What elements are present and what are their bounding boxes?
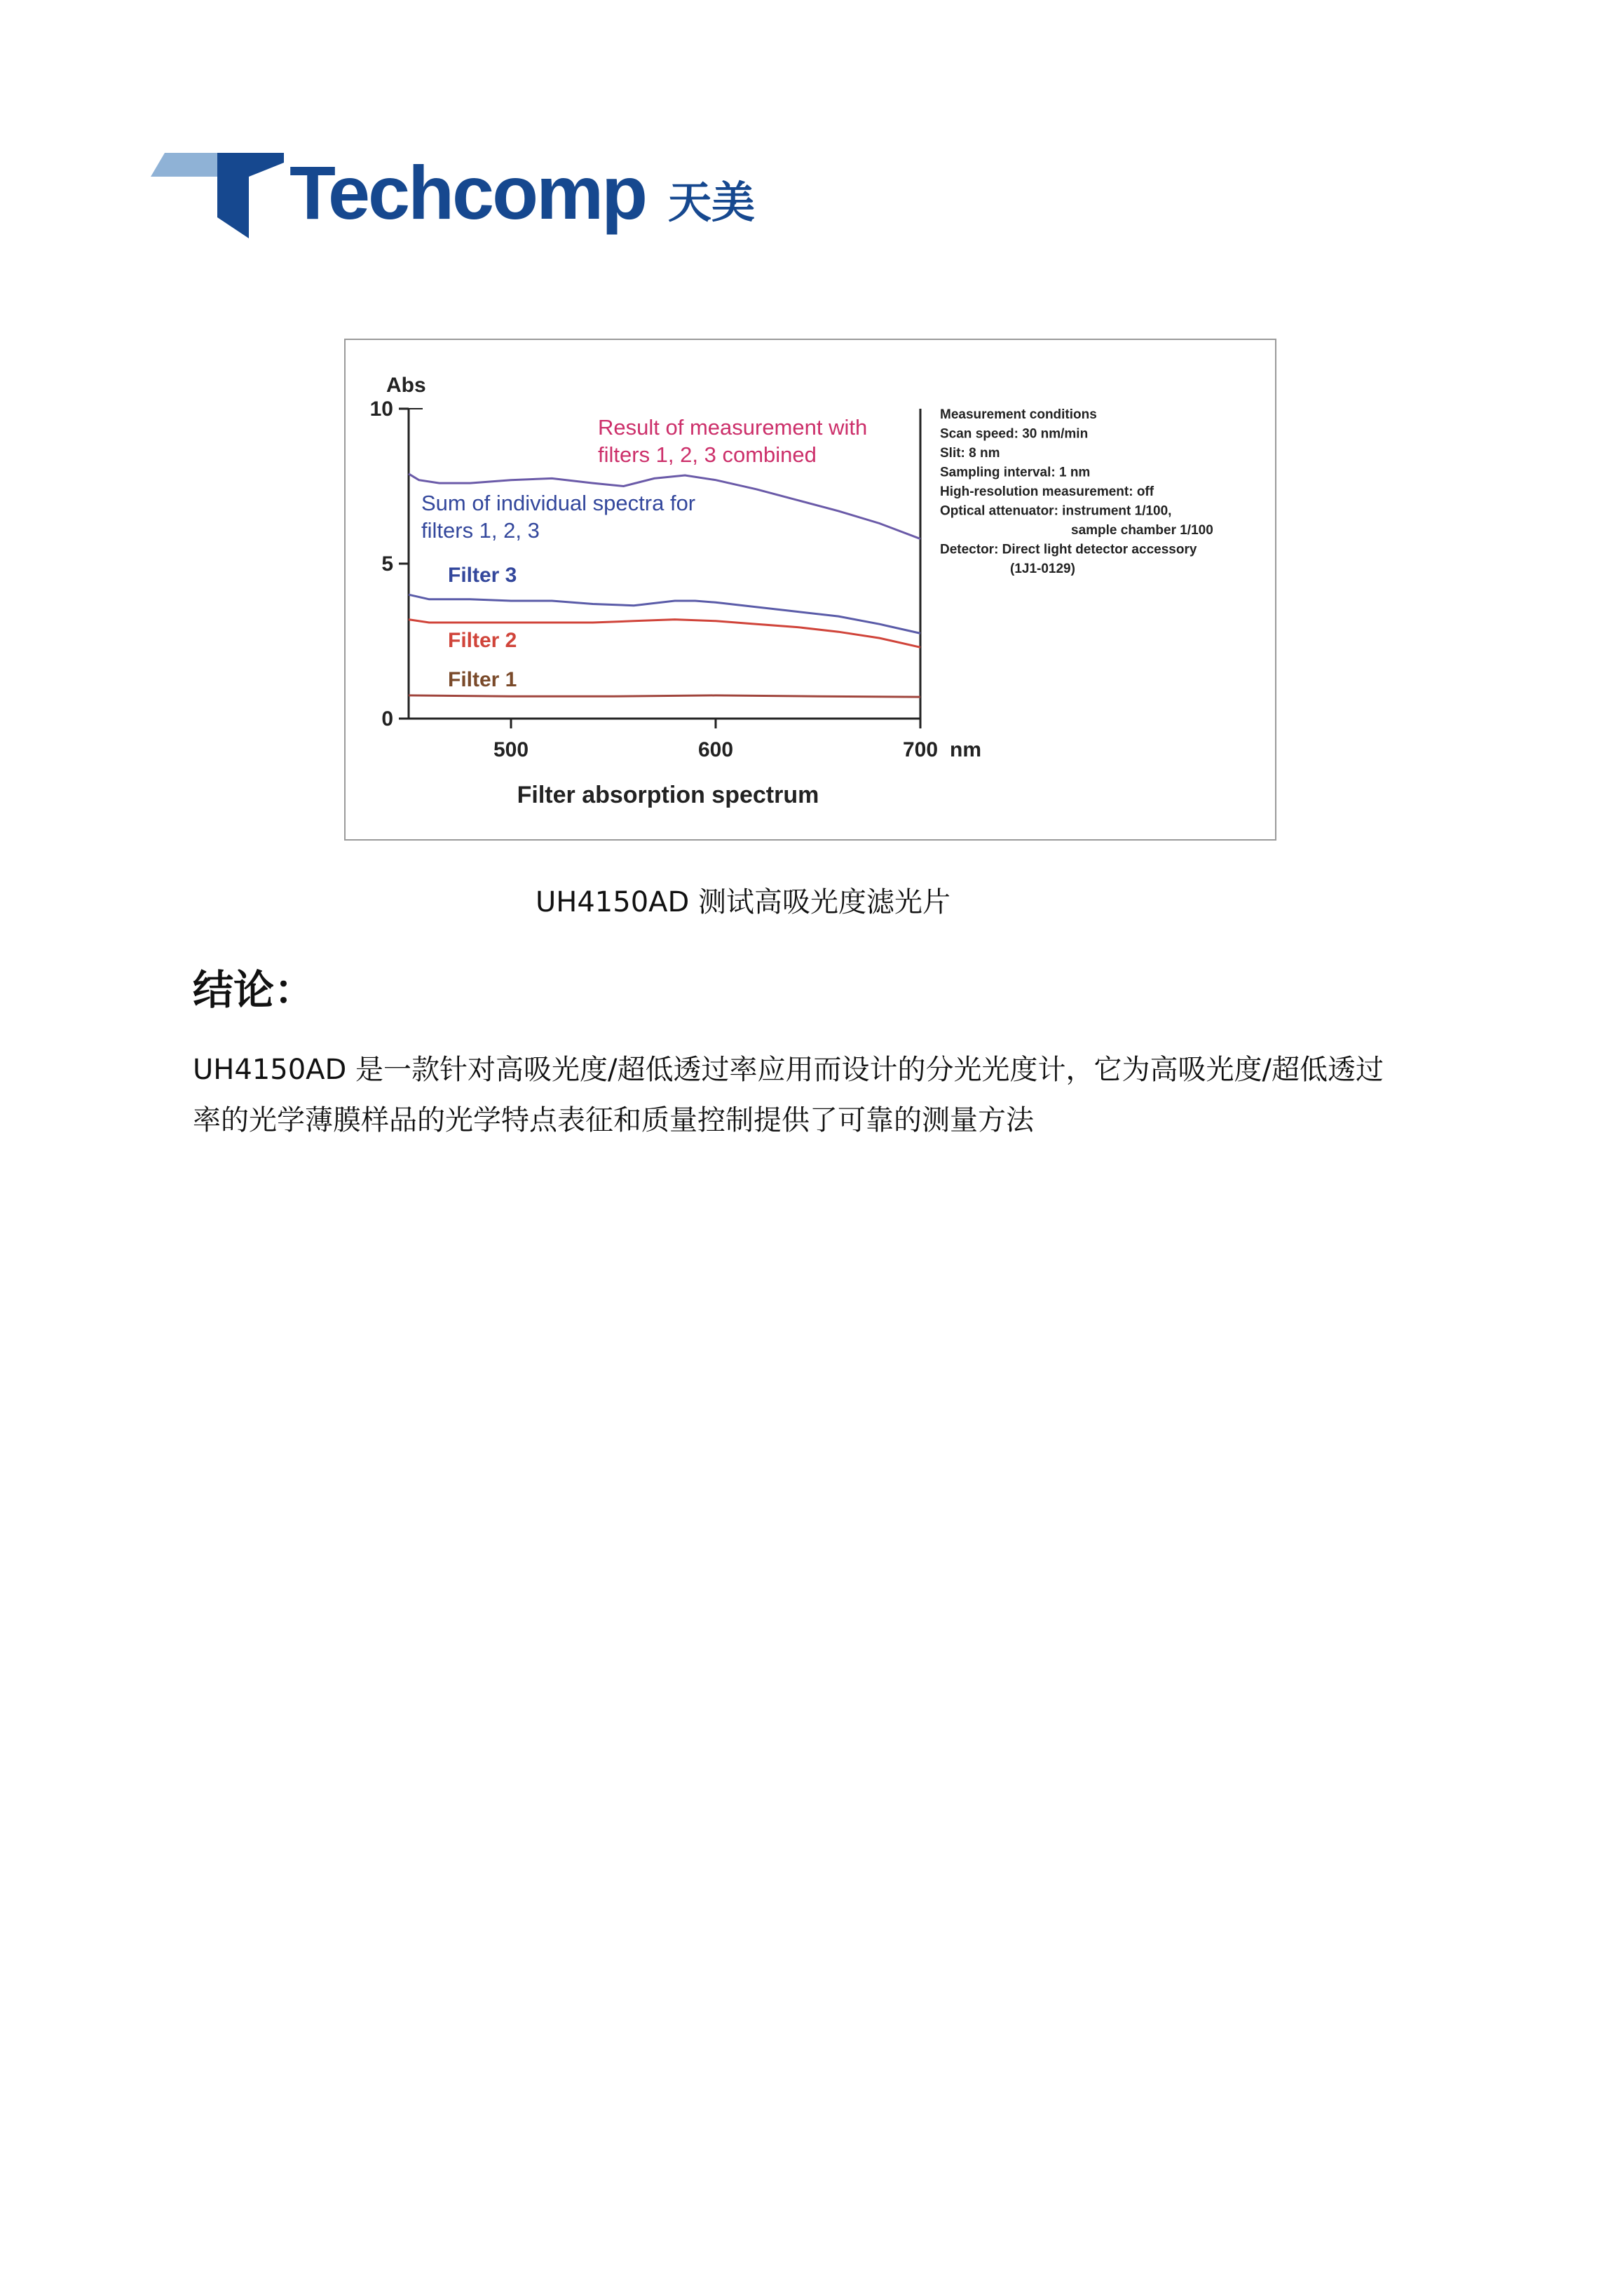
figure-caption: UH4150AD 测试高吸光度滤光片 (535, 886, 951, 918)
condition-line: Optical attenuator: instrument 1/100, (940, 503, 1172, 519)
techcomp-logo (151, 147, 782, 245)
x-unit-label: nm (950, 738, 981, 761)
series-label: Filter 1 (448, 668, 517, 691)
x-tick-label: 500 (493, 738, 529, 761)
series-label: Result of measurement with (598, 415, 868, 440)
y-tick-label: 5 (381, 552, 393, 576)
condition-line: (1J1-0129) (1010, 562, 1075, 576)
condition-line: Slit: 8 nm (940, 446, 1000, 461)
section-heading: 结论： (193, 966, 315, 1014)
logo-brand-cn: 天美 (668, 177, 756, 228)
condition-line: Detector: Direct light detector accessory (940, 542, 1197, 557)
logo-mark-dark (217, 153, 284, 238)
logo-brand-text: Techcomp (289, 150, 646, 235)
conclusion-line: 率的光学薄膜样品的光学特点表征和质量控制提供了可靠的测量方法 (193, 1104, 1034, 1136)
condition-line: sample chamber 1/100 (1071, 523, 1213, 538)
condition-line: High-resolution measurement: off (940, 484, 1154, 499)
series-label: filters 1, 2, 3 combined (598, 442, 817, 467)
absorption-chart (346, 340, 1275, 839)
chart-frame (344, 339, 1276, 841)
chart-title: Filter absorption spectrum (517, 782, 819, 808)
y-tick-label: 10 (369, 398, 393, 421)
conclusion-text (193, 1045, 1440, 1146)
y-tick-label: 0 (381, 707, 393, 731)
series-label: filters 1, 2, 3 (421, 518, 540, 543)
condition-line: Sampling interval: 1 nm (940, 465, 1091, 480)
series-line (409, 695, 920, 697)
conclusion-line: UH4150AD 是一款针对高吸光度/超低透过率应用而设计的分光光度计，它为高吸光度/超低透过 (193, 1054, 1384, 1086)
series-label: Sum of individual spectra for (421, 491, 696, 515)
x-tick-label: 700 (902, 738, 939, 761)
series-label: Filter 3 (448, 564, 517, 587)
series-label: Filter 2 (448, 629, 517, 652)
series-line (409, 595, 920, 633)
condition-line: Measurement conditions (940, 407, 1097, 422)
x-tick-label: 600 (697, 738, 734, 761)
y-axis-label: Abs (386, 374, 426, 397)
condition-line: Scan speed: 30 nm/min (940, 426, 1089, 442)
